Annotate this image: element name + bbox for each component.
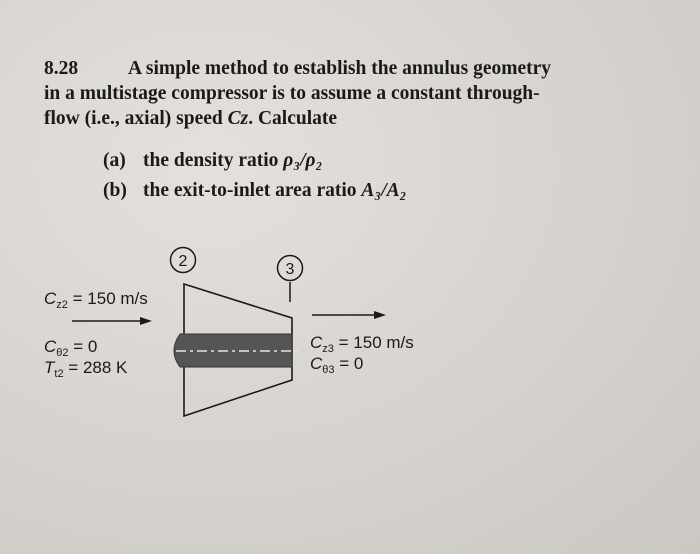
part-b-label: (b) bbox=[103, 180, 127, 201]
station-2-label: 2 bbox=[178, 253, 188, 270]
exit-swirl-symbol: C bbox=[310, 354, 323, 373]
inlet-temp-value: = 288 K bbox=[63, 358, 128, 377]
exit-swirl-label bbox=[310, 354, 363, 376]
inlet-temp-sub: t2 bbox=[54, 368, 64, 380]
inlet-swirl-value: = 0 bbox=[68, 337, 98, 356]
exit-swirl-sub: θ3 bbox=[322, 364, 335, 376]
inlet-swirl-sub: θ2 bbox=[56, 347, 69, 359]
problem-line-2: in a multistage compressor is to assume a constant through- bbox=[44, 83, 540, 104]
inlet-speed-value: = 150 m/s bbox=[67, 289, 148, 308]
exit-arrowhead bbox=[374, 311, 386, 319]
exit-speed-value: = 150 m/s bbox=[333, 333, 414, 352]
part-a-text: the density ratio bbox=[143, 150, 284, 171]
inlet-speed-sub: z2 bbox=[56, 299, 68, 311]
inlet-swirl-label bbox=[44, 337, 97, 359]
problem-line-3-pre: flow (i.e., axial) speed bbox=[44, 108, 228, 129]
station-3-label: 3 bbox=[285, 261, 295, 278]
part-a-label: (a) bbox=[103, 150, 126, 171]
problem-number: 8.28 bbox=[44, 58, 79, 79]
part-b-expr: A₃/A₂ bbox=[361, 180, 407, 201]
exit-speed-label bbox=[310, 333, 414, 355]
problem-line-1: A simple method to establish the annulus geometry bbox=[128, 58, 552, 79]
part-a-expr: ρ₃/ρ₂ bbox=[283, 150, 323, 171]
part-b-text: the exit-to-inlet area ratio bbox=[143, 180, 362, 201]
inlet-speed-symbol: C bbox=[44, 289, 57, 308]
inlet-speed-label bbox=[44, 289, 148, 311]
exit-speed-symbol: C bbox=[310, 333, 323, 352]
inlet-arrowhead bbox=[140, 317, 152, 325]
inlet-temp-symbol: T bbox=[44, 358, 55, 377]
exit-swirl-value: = 0 bbox=[334, 354, 364, 373]
problem-line-3-post: . Calculate bbox=[248, 108, 338, 129]
inlet-temp-label bbox=[44, 358, 128, 380]
inlet-swirl-symbol: C bbox=[44, 337, 57, 356]
exit-speed-sub: z3 bbox=[322, 343, 334, 355]
problem-line-3-var: Cz bbox=[227, 108, 249, 129]
